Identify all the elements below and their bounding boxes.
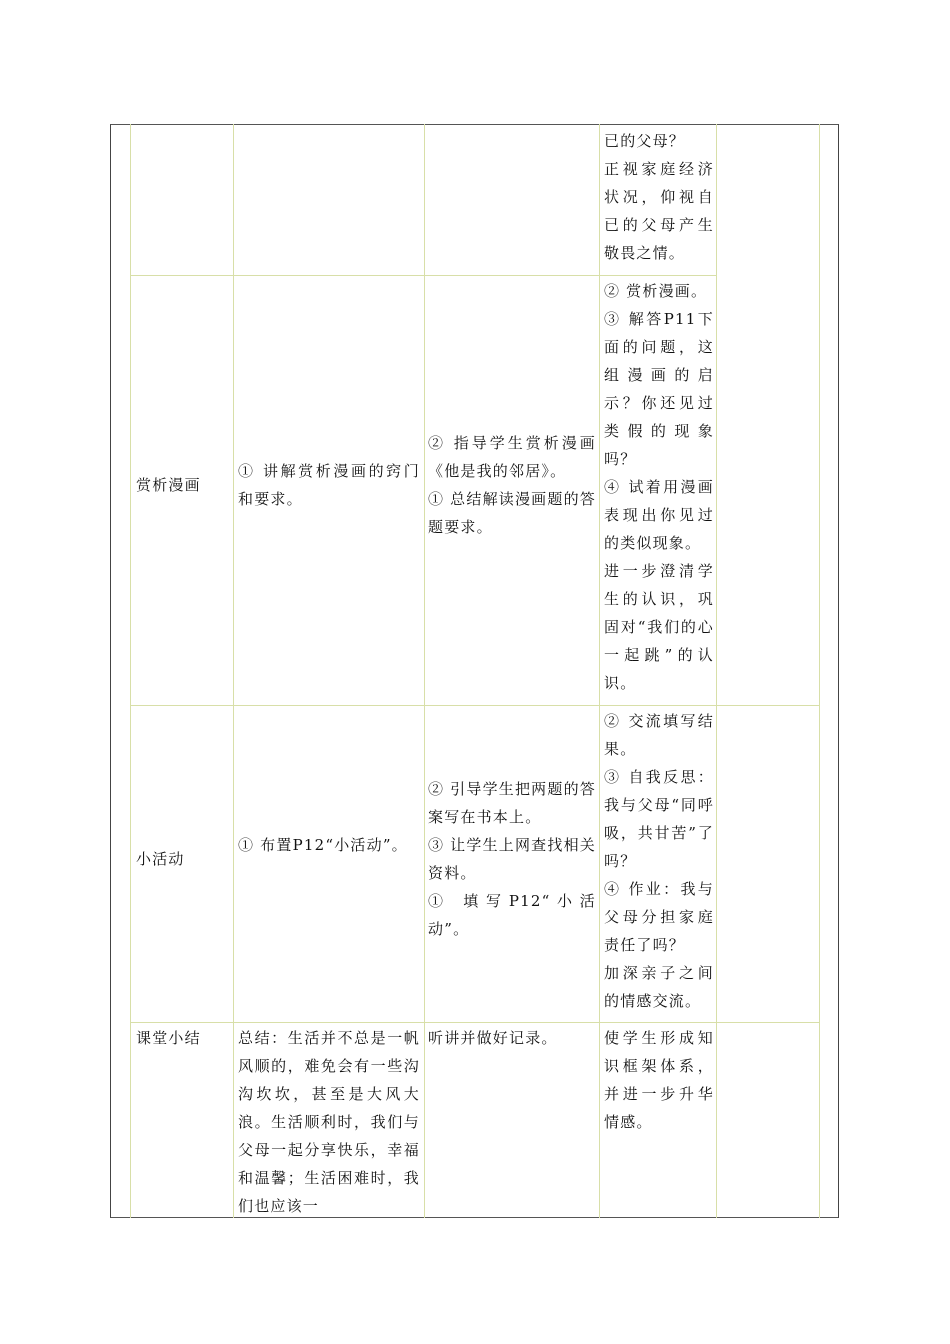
row-divider [130, 705, 819, 706]
purpose-text: ④ 作业：我与父母分担家庭责任了吗？ [604, 880, 714, 954]
student-activity-text: ① 填写P12“小活动”。 [428, 892, 596, 938]
column-divider [130, 124, 131, 1218]
purpose-text: 已的父母？ [604, 132, 686, 150]
purpose-text: ③ 自我反思：我与父母“同呼吸，共甘苦”了吗？ [604, 768, 714, 870]
purpose-text: ② 赏析漫画。 [604, 282, 708, 300]
row-divider [130, 1022, 819, 1023]
teacher-activity-text: ① 讲解赏析漫画的窍门和要求。 [238, 462, 420, 508]
student-activity-text: ② 指导学生赏析漫画《他是我的邻居》。 [428, 434, 596, 480]
column-divider [599, 124, 600, 1218]
row-divider [130, 275, 716, 276]
section-label: 赏析漫画 [136, 476, 201, 494]
section-label: 课堂小结 [136, 1029, 201, 1047]
lesson-plan-table [110, 124, 839, 1218]
student-activity-cell [428, 429, 596, 541]
teacher-activity-cell [238, 457, 420, 513]
purpose-text: ④ 试着用漫画表现出你见过的类似现象。 [604, 478, 714, 552]
teacher-activity-text: ① 布置P12“小活动”。 [238, 836, 408, 854]
student-activity-cell [428, 1024, 596, 1052]
teacher-activity-cell [238, 831, 420, 859]
purpose-text: ③ 解答P11下面的问题，这组漫画的启示？你还见过类假的现象吗？ [604, 310, 714, 468]
purpose-cell [604, 127, 714, 267]
student-activity-cell [428, 775, 596, 943]
purpose-text: 进一步澄清学生的认识，巩固对“我们的心一起跳”的认识。 [604, 562, 714, 692]
purpose-cell [604, 277, 714, 697]
column-divider [424, 124, 425, 1218]
purpose-text: 正视家庭经济状况，仰视自已的父母产生敬畏之情。 [604, 160, 714, 262]
purpose-text: ② 交流填写结果。 [604, 712, 714, 758]
purpose-text: 加深亲子之间的情感交流。 [604, 964, 714, 1010]
purpose-text: 使学生形成知识框架体系，并进一步升华情感。 [604, 1029, 714, 1131]
column-divider [233, 124, 234, 1218]
teacher-activity-cell [238, 1024, 420, 1220]
student-activity-text: ① 总结解读漫画题的答题要求。 [428, 490, 596, 536]
student-activity-text: ③ 让学生上网查找相关资料。 [428, 836, 596, 882]
section-label: 小活动 [136, 850, 185, 868]
purpose-cell [604, 707, 714, 1015]
student-activity-text: 听讲并做好记录。 [428, 1029, 558, 1047]
purpose-cell [604, 1024, 714, 1136]
student-activity-text: ② 引导学生把两题的答案写在书本上。 [428, 780, 596, 826]
teacher-activity-text: 总结：生活并不总是一帆风顺的，难免会有一些沟沟坎坎，甚至是大风大浪。生活顺利时，我们与父母一起分享快乐，幸福和温馨；生活困难时，我们也应该一 [238, 1029, 420, 1215]
column-divider [819, 124, 820, 1218]
column-divider [716, 124, 717, 1218]
